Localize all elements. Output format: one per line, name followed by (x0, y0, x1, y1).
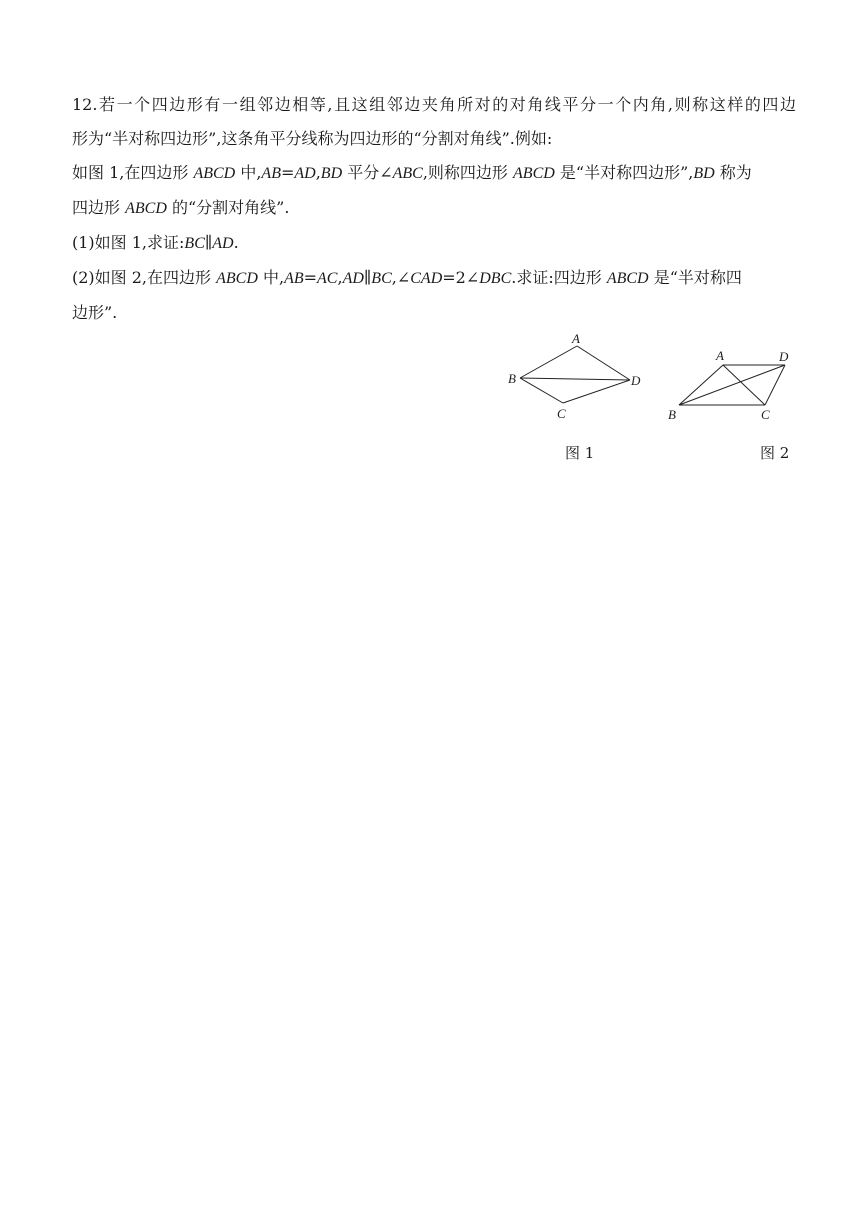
figure-2-caption: 图 2 (760, 444, 790, 462)
quadrilateral-abcd (520, 346, 630, 403)
math: BC (184, 235, 205, 252)
math: ABCD (606, 270, 649, 287)
parallel-symbol: ∥ (363, 268, 372, 287)
problem-text (72, 88, 796, 330)
parallel-symbol: ∥ (204, 233, 213, 252)
label-d: D (779, 349, 789, 364)
problem-line-4 (72, 191, 796, 226)
math: AB (284, 270, 304, 287)
segment-ad (577, 346, 630, 380)
math: AD (212, 235, 234, 252)
label-a: A (572, 331, 580, 346)
segment-ab (679, 365, 723, 405)
segment-ab (520, 346, 577, 378)
math: AD (294, 165, 316, 182)
part-2-continued: 边形”. (72, 303, 118, 322)
text: . (233, 233, 239, 252)
problem-line-3 (72, 156, 796, 191)
text: .求证:四边形 (511, 268, 607, 287)
diagonal-ac (723, 365, 765, 405)
label-d: D (631, 373, 641, 388)
diagonal-bd (679, 365, 785, 405)
quadrilateral-abcd (679, 365, 785, 405)
part-1 (72, 226, 796, 261)
text: 中, (257, 268, 285, 287)
text: 是“半对称四边形”, (554, 163, 694, 182)
text: (2)如图 2,在四边形 (72, 268, 217, 287)
text: ,则称四边形 (422, 163, 514, 182)
label-b: B (508, 371, 516, 386)
text: 的“分割对角线”. (166, 198, 290, 217)
math: DBC (479, 270, 512, 287)
math: ABCD (193, 165, 236, 182)
text: =2∠ (442, 268, 480, 287)
text: 平分∠ (342, 163, 393, 182)
label-a: A (716, 348, 724, 363)
text: 中, (235, 163, 262, 182)
segment-cd (563, 380, 630, 403)
text: 四边形 (72, 198, 126, 217)
text: = (280, 163, 295, 182)
problem-line-1: 12.若一个四边形有一组邻边相等,且这组邻边夹角所对的对角线平分一个内角,则称这样的四边 (72, 95, 796, 114)
math: CAD (410, 270, 443, 287)
figure-1-caption: 图 1 (565, 444, 595, 462)
label-b: B (668, 407, 676, 422)
math: AB (261, 165, 281, 182)
text: 如图 1,在四边形 (72, 163, 194, 182)
math: BD (693, 165, 715, 182)
figure-1-diagram (500, 328, 650, 428)
problem-line-2: 形为“半对称四边形”,这条角平分线称为四边形的“分割对角线”.例如: (72, 129, 553, 148)
part-2 (72, 261, 796, 296)
math: BD (320, 165, 343, 182)
math: AD (342, 270, 364, 287)
text: ,∠ (391, 268, 411, 287)
text: (1)如图 1,求证: (72, 233, 185, 252)
figure-2-diagram (660, 340, 800, 430)
math: ABC (392, 165, 423, 182)
diagonal-bd (520, 378, 630, 380)
label-c: C (761, 407, 770, 422)
text: = (303, 268, 318, 287)
label-c: C (557, 406, 566, 421)
math: ABCD (216, 270, 258, 287)
text: , (315, 163, 321, 182)
math: AC (317, 270, 338, 287)
math: ABCD (125, 200, 167, 217)
text: 称为 (714, 163, 752, 182)
math: ABCD (513, 165, 555, 182)
math: BC (371, 270, 392, 287)
text: 是“半对称四 (648, 268, 742, 287)
text: , (337, 268, 343, 287)
segment-bc (520, 378, 563, 403)
